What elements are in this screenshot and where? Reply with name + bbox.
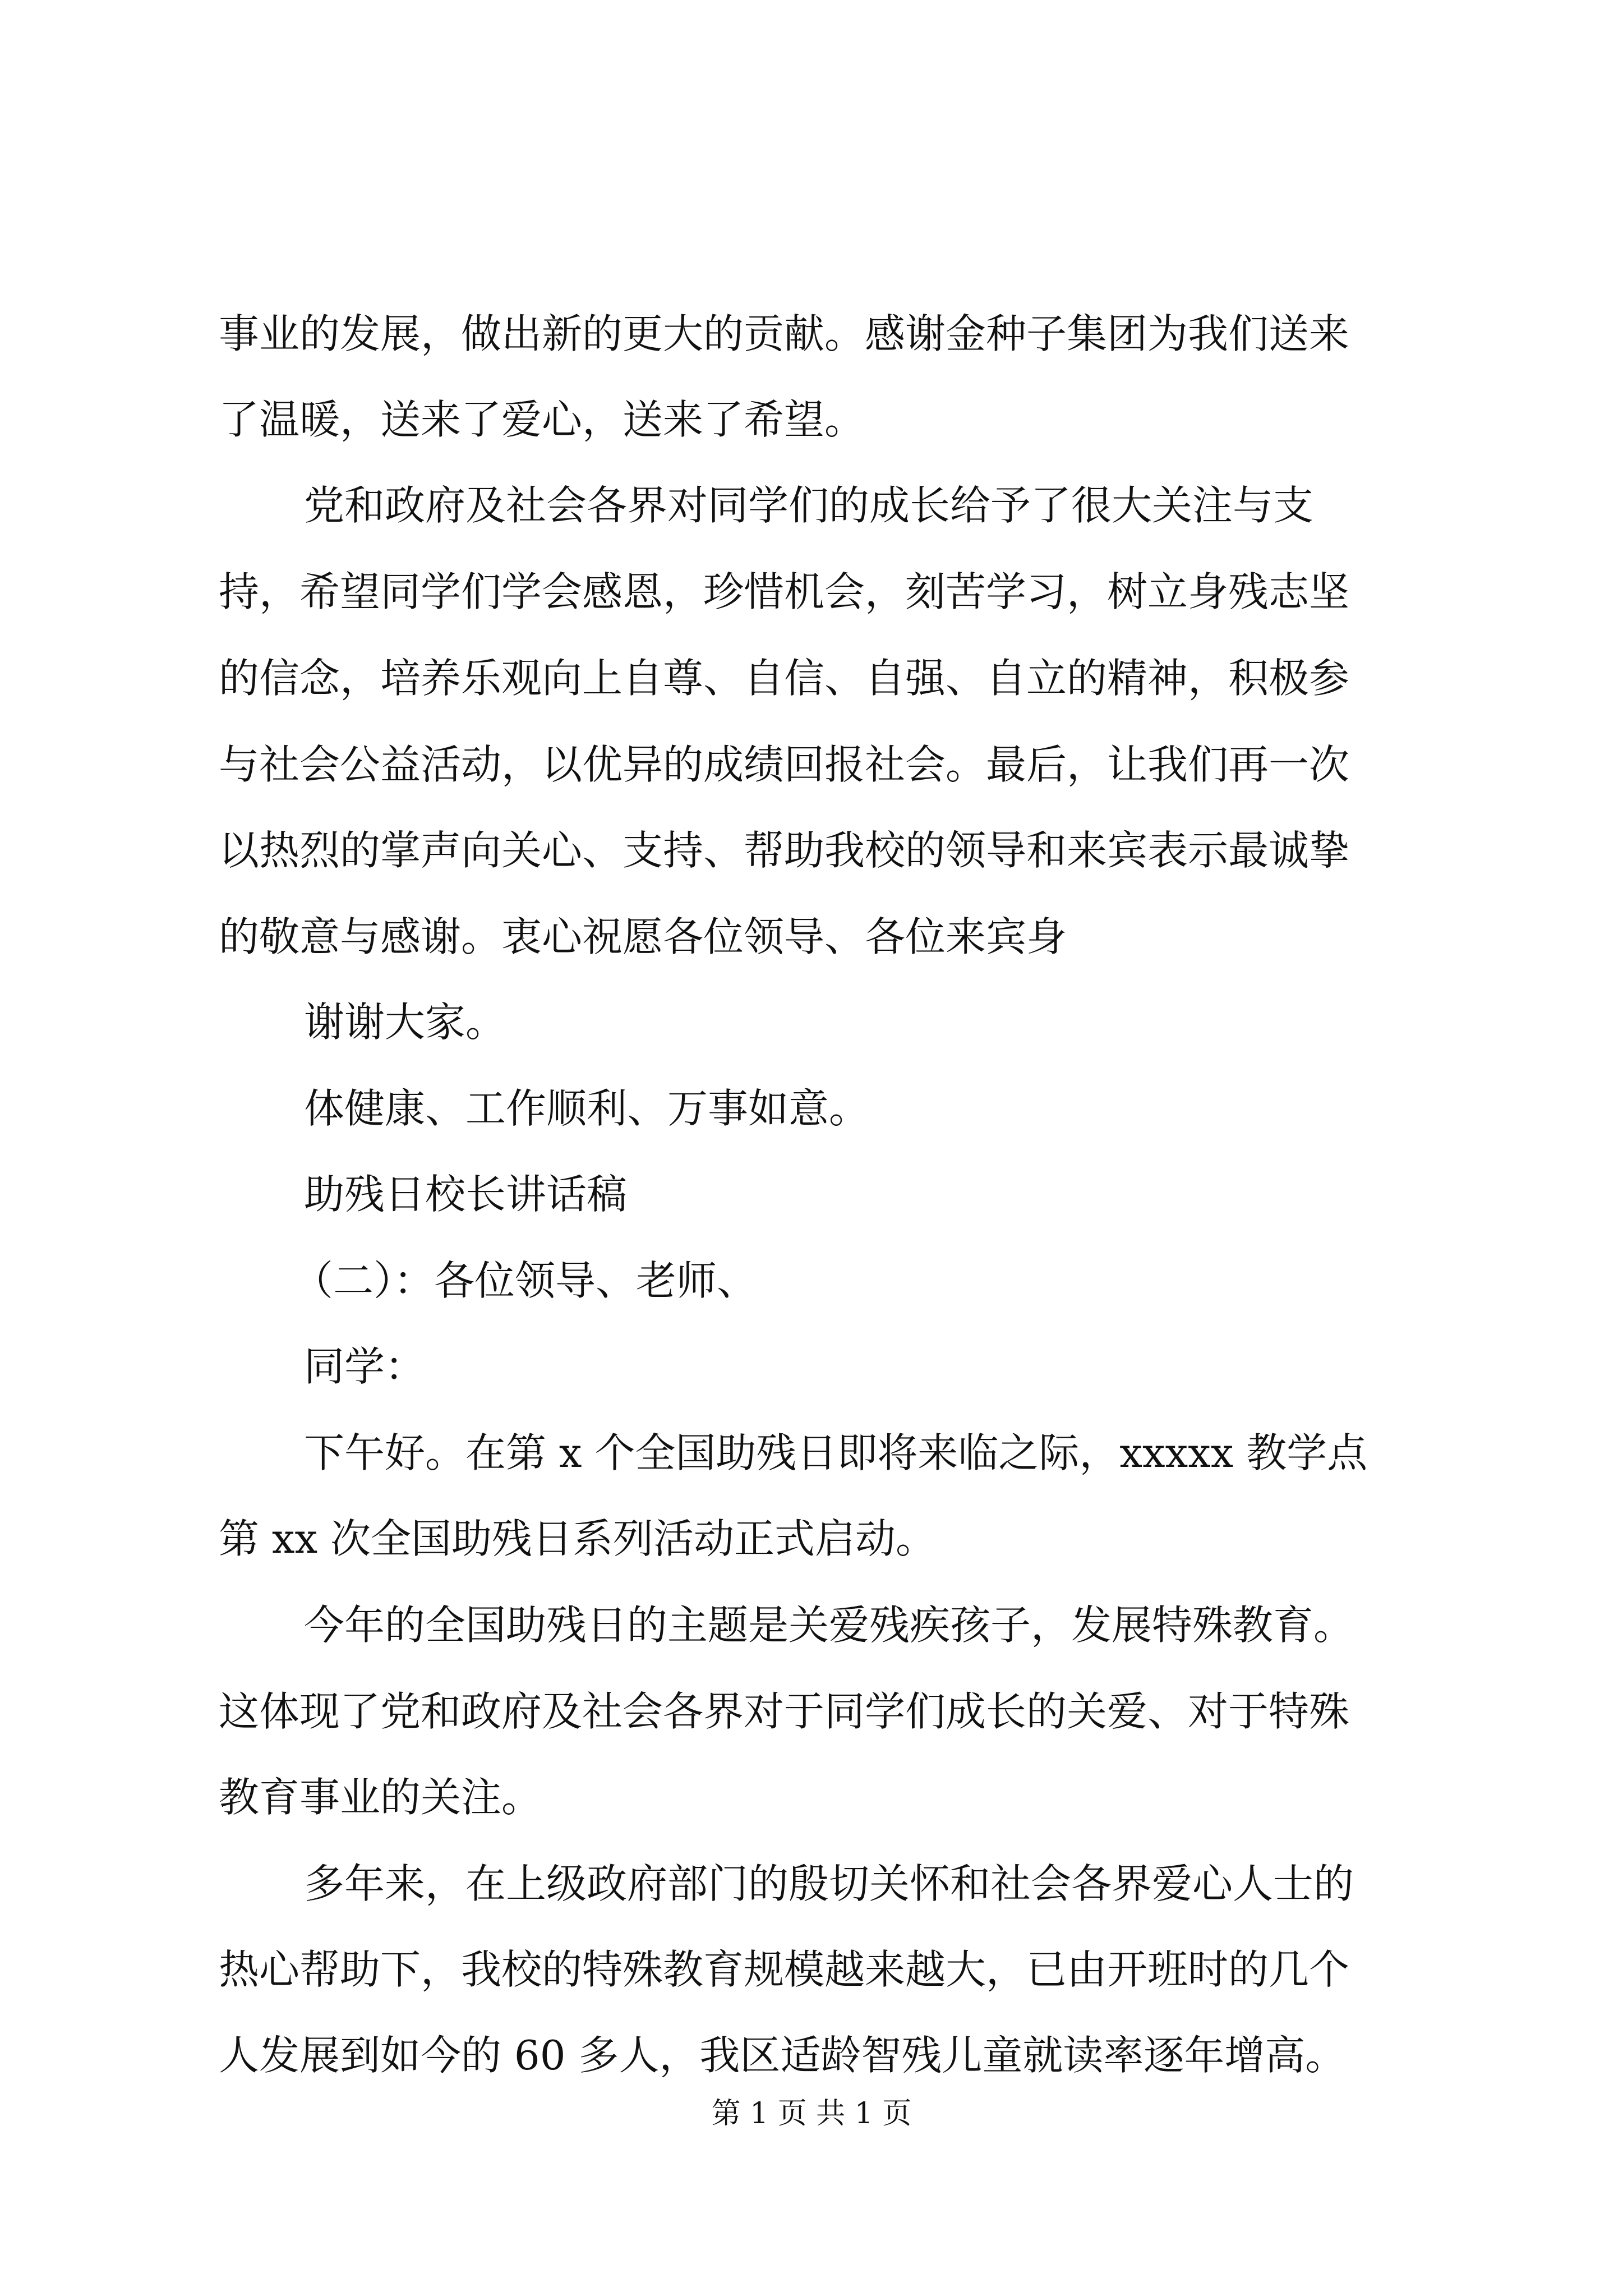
- paragraph-line: 今年的全国助残日的主题是关爱残疾孩子，发展特殊教育。: [304, 1602, 1354, 1649]
- paragraph-line: 热心帮助下，我校的特殊教育规模越来越大，已由开班时的几个: [219, 1946, 1350, 1993]
- paragraph-line: 多年来，在上级政府部门的殷切关怀和社会各界爱心人士的: [304, 1860, 1354, 1907]
- paragraph-line: 的信念，培养乐观向上自尊、自信、自强、自立的精神，积极参: [219, 655, 1350, 702]
- paragraph-line: 党和政府及社会各界对同学们的成长给予了很大关注与支: [304, 482, 1314, 529]
- paragraph-line: 的敬意与感谢。衷心祝愿各位领导、各位来宾身: [219, 913, 1067, 960]
- paragraph-line: 事业的发展，做出新的更大的贡献。感谢金种子集团为我们送来: [219, 310, 1350, 357]
- paragraph-line: 人发展到如今的 60 多人，我区适龄智残儿童就读率逐年增高。: [219, 2032, 1346, 2079]
- section-title: 助残日校长讲话稿: [304, 1171, 628, 1218]
- paragraph-line: 下午好。在第 x 个全国助残日即将来临之际，xxxxx 教学点: [304, 1429, 1368, 1476]
- page-footer: 第 1 页 共 1 页: [711, 2097, 912, 2131]
- paragraph-line: 了温暖，送来了爱心，送来了希望。: [219, 396, 865, 443]
- paragraph-line: 持，希望同学们学会感恩，珍惜机会，刻苦学习，树立身残志坚: [219, 568, 1350, 615]
- paragraph-line: 这体现了党和政府及社会各界对于同学们成长的关爱、对于特殊: [219, 1688, 1350, 1735]
- paragraph-line: 谢谢大家。: [304, 999, 506, 1046]
- paragraph-line: 同学：: [304, 1343, 426, 1390]
- paragraph-line: 第 xx 次全国助残日系列活动正式启动。: [219, 1515, 936, 1562]
- paragraph-line: 以热烈的掌声向关心、支持、帮助我校的领导和来宾表示最诚挚: [219, 827, 1350, 874]
- paragraph-line: 体健康、工作顺利、万事如意。: [304, 1085, 870, 1132]
- paragraph-line: （二）：各位领导、老师、: [293, 1257, 758, 1304]
- paragraph-line: 教育事业的关注。: [219, 1774, 542, 1821]
- paragraph-line: 与社会公益活动，以优异的成绩回报社会。最后，让我们再一次: [219, 741, 1350, 788]
